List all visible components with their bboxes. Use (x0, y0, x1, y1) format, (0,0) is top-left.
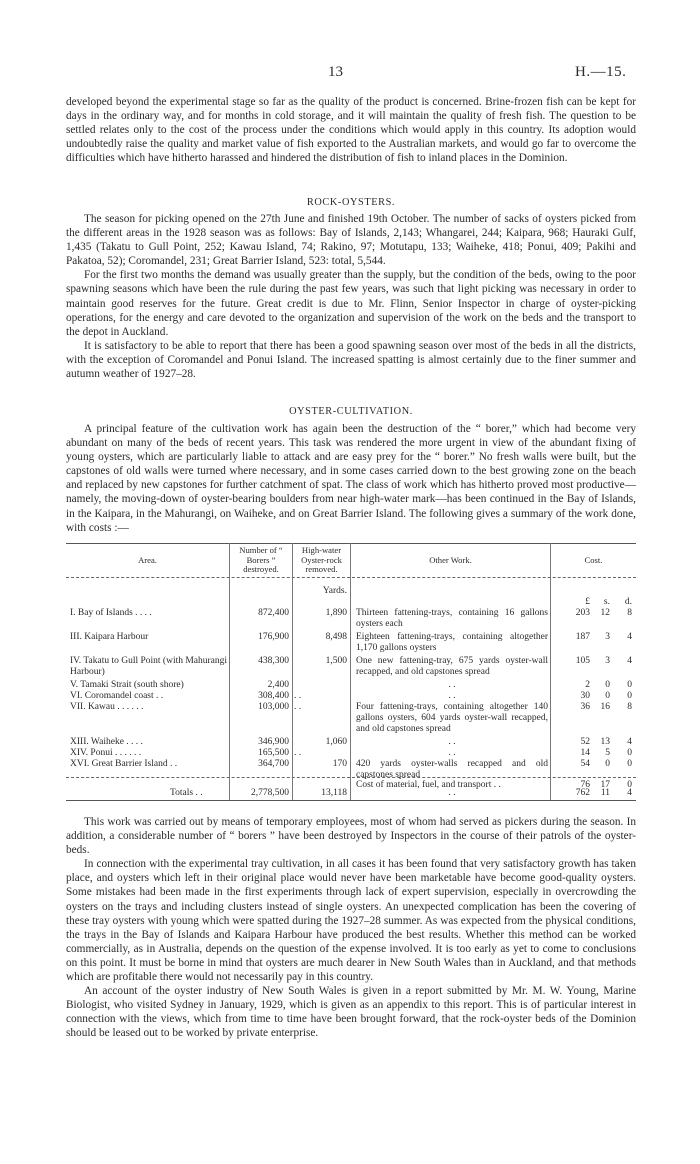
rock-oysters-paragraph-3: It is satisfactory to be able to report that there has been a good spawning season over most of the beds in all the districts, with the exception of Coromandel and Ponui Island. The increased spatting is almost certainly due to the finer summer and autumn weather of 1927–28. (66, 339, 636, 381)
row-other-work: Four fattening-trays, containing altogether 140 gallons oysters, 604 yards oyster-wall recapped, and old capstones spread (356, 702, 548, 734)
row-other-work: . . (448, 691, 456, 701)
row-borers: 165,500 (258, 748, 289, 758)
row-area: V. Tamaki Strait (south shore) (70, 680, 184, 690)
row-shillings: 13 (600, 737, 610, 747)
closing-section (66, 815, 636, 1041)
totals-other-work: . . (448, 788, 456, 798)
row-borers: 308,400 (258, 691, 289, 701)
unit-pence: d. (624, 597, 632, 607)
totals-pounds: 762 (575, 788, 590, 798)
oyster-cultivation-heading: OYSTER-CULTIVATION. (289, 406, 413, 417)
row-pence: 0 (627, 680, 632, 690)
row-pence: 4 (627, 632, 632, 642)
row-other-work: One new fattening-tray, 675 yards oyster-wall recapped, and old capstones spread (356, 656, 548, 677)
oyster-cultivation-section (66, 422, 636, 535)
row-pounds: 52 (580, 737, 590, 747)
row-shillings: 3 (605, 632, 610, 642)
column-divider (550, 543, 551, 800)
row-pence: 4 (627, 656, 632, 666)
rock-oysters-heading: ROCK-OYSTERS. (306, 197, 396, 208)
row-other-work: Thirteen fattening-trays, containing 16 gallons oysters each (356, 608, 548, 629)
row-high-water: 1,060 (325, 737, 347, 747)
closing-paragraph-3: An account of the oyster industry of New South Wales is given in a report submitted by Mr. M. W. Young, Marine Biologist, who visited Sydney in January, 1929, which is given as an appendix to this report. This is of particular interest in connection with the views, which from time to time have been brought forward, that the rock-oyster beds of the Dominion should be leased out to be worked by private enterprise. (66, 985, 636, 1040)
work-summary-table (66, 543, 636, 801)
header-borers: Number of “ Borers ” destroyed. (239, 545, 283, 574)
row-borers: 346,900 (258, 737, 289, 747)
column-divider (350, 543, 351, 800)
row-borers: 364,700 (258, 759, 289, 769)
row-pounds: 54 (580, 759, 590, 769)
row-pence: 0 (627, 759, 632, 769)
row-pence: 0 (627, 691, 632, 701)
row-shillings: 16 (600, 702, 610, 712)
row-borers: 2,400 (267, 680, 289, 690)
row-pounds: 76 (580, 780, 590, 790)
intro-paragraph: developed beyond the experimental stage so far as the quality of the product is concerned. Brine-frozen fish can be kept for days in the ordinary way, and for months in cold storage, and it will maintain the quality of fresh fish. The question to be settled relates only to the cost of the process under the conditions which would apply in this country. Its adoption would undoubtedly raise the quality and market value of fish exported to the Australian markets, and would go far to overcome the difficulties which have hitherto harassed and hindered the distribution of fish to inland places in the Dominion. (66, 96, 636, 165)
row-borers: 176,900 (258, 632, 289, 642)
row-pounds: 105 (575, 656, 590, 666)
row-area: VI. Coromandel coast . . (70, 691, 164, 701)
totals-high-water: 13,118 (321, 788, 347, 798)
row-pounds: 203 (575, 608, 590, 618)
page-number: 13 (328, 64, 343, 80)
row-pounds: 14 (580, 748, 590, 758)
row-pounds: 36 (580, 702, 590, 712)
row-high-water: 8,498 (325, 632, 347, 642)
row-pounds: 187 (575, 632, 590, 642)
row-pounds: 2 (585, 680, 590, 690)
row-area: I. Bay of Islands . . . . (70, 608, 152, 618)
row-high-water: 1,500 (325, 656, 347, 666)
row-area: XVI. Great Barrier Island . . (70, 759, 178, 769)
row-high-water: . . (294, 691, 302, 701)
row-high-water: 170 (332, 759, 347, 769)
totals-pence: 4 (627, 788, 632, 798)
row-pounds: 30 (580, 691, 590, 701)
row-shillings: 3 (605, 656, 610, 666)
totals-label: Totals . . (170, 788, 203, 798)
row-borers: 103,000 (258, 702, 289, 712)
row-borers: 872,400 (258, 608, 289, 618)
row-pence: 8 (627, 608, 632, 618)
row-shillings: 5 (605, 748, 610, 758)
intro-section (66, 95, 636, 165)
row-shillings: 17 (600, 780, 610, 790)
row-pence: 8 (627, 702, 632, 712)
row-area: III. Kaipara Harbour (70, 632, 149, 642)
row-other-work: Eighteen fattening-trays, containing altogether 1,170 gallons oysters (356, 632, 548, 653)
table-bottom-rule (66, 800, 636, 801)
row-other-work: . . (448, 737, 456, 747)
row-area: IV. Takatu to Gull Point (with Mahurangi Harbour) (70, 656, 228, 677)
row-other-work: . . (448, 680, 456, 690)
unit-shillings: s. (603, 597, 610, 607)
rock-oysters-section (66, 212, 636, 381)
row-high-water: . . (294, 748, 302, 758)
header-area: Area. (138, 555, 157, 565)
row-high-water: 1,890 (325, 608, 347, 618)
totals-shillings: 11 (600, 788, 610, 798)
row-pence: 4 (627, 737, 632, 747)
rock-oysters-paragraph-2: For the first two months the demand was usually greater than the supply, but the condition of the beds, owing to the poor spawning seasons which have been the rule during the past few years, was such that light picking was necessary in order to maintain good reserves for the future. Great credit is due to Mr. Flinn, Senior Inspector in charge of oyster-picking operations, for the energy and care devoted to the organization and supervision of the work on the beds and the transport to the depot in Auckland. (66, 269, 636, 338)
row-shillings: 0 (605, 759, 610, 769)
row-area: XIII. Waiheke . . . . (70, 737, 143, 747)
unit-yards: Yards. (322, 586, 347, 596)
header-cost: Cost. (584, 555, 603, 565)
row-other-work: Cost of material, fuel, and transport . . (356, 780, 501, 790)
unit-pounds: £ (585, 597, 590, 607)
row-pence: 0 (627, 748, 632, 758)
closing-paragraph-2: In connection with the experimental tray cultivation, in all cases it has been found that very satisfactory growth has taken place, and oysters which left in their original place would never have been marketable have become good-quality oysters. Some mistakes had been made in the first experiments through lack of expert supervision, especially in overcrowding the oysters on the trays and including clusters instead of single oysters. An unexpected complication has been the covering of these tray oysters with young which were spatted during the 1927–28 summer. As was expected from the physical conditions, the trays in the Bay of Islands and Kaipara Harbour have produced the best results. Whether this method can be worked commercially, as in Australia, depends on the question of the expense involved. It is too early as yet to come to conclusions on this point. It must be borne in mind that oysters are much dearer in New South Wales than in Auckland, and that methods which are profitable there would not necessarily pay in this country. (66, 858, 636, 984)
row-pence: 0 (627, 780, 632, 790)
row-other-work: . . (448, 748, 456, 758)
row-shillings: 0 (605, 691, 610, 701)
row-borers: 438,300 (258, 656, 289, 666)
row-high-water: . . (294, 702, 302, 712)
row-area: XIV. Ponui . . . . . . (70, 748, 142, 758)
row-area: VII. Kawau . . . . . . (70, 702, 144, 712)
oyster-cultivation-paragraph: A principal feature of the cultivation work has again been the destruction of the “ borer,” which had become very abundant on many of the beds of recent years. This task was rendered the more urgent in view of the abundant fixing of young oysters, which are particularly liable to attack and are easy prey for the “ borer.” No fresh walls were built, but the capstones of old walls were turned where necessary, and in some cases carried down to the best growing zone on the beach and replaced by new capstones for further catchment of spat. The class of work which has hitherto proved most productive—namely, the moving-down of oyster-bearing boulders from near high-water mark—has been continued in the Bay of Islands, in the Kaipara, in the Mahurangi, on Waiheke, and on Great Barrier Island. The following gives a summary of the work done, with costs :— (66, 423, 636, 534)
document-reference: H.—15. (575, 64, 627, 80)
closing-paragraph-1: This work was carried out by means of temporary employees, most of whom had served as pickers during the season. In addition, a considerable number of “ borers ” have been destroyed by Inspectors in the course of their patrols of the oyster-beds. (66, 816, 636, 857)
row-other-work: 420 yards oyster-walls recapped and old capstones spread (356, 759, 548, 780)
row-shillings: 0 (605, 680, 610, 690)
header-high-water: High-water Oyster-rock removed. (301, 545, 342, 574)
header-other-work: Other Work. (429, 555, 472, 565)
row-shillings: 12 (600, 608, 610, 618)
totals-borers: 2,778,500 (251, 788, 289, 798)
rock-oysters-paragraph-1: The season for picking opened on the 27th June and finished 19th October. The number of sacks of oysters picked from the different areas in the 1928 season was as follows: Bay of Islands, 2,143; Whangarei, 244; Kaipara, 968; Hauraki Gulf, 1,435 (Takatu to Gull Point, 252; Kawau Island, 74; Rakino, 97; Motutapu, 133; Waiheke, 418; Ponui, 409; Pakihi and Pakatoa, 52); Coromandel, 231; Great Barrier Island, 523: total, 5,544. (66, 213, 636, 268)
